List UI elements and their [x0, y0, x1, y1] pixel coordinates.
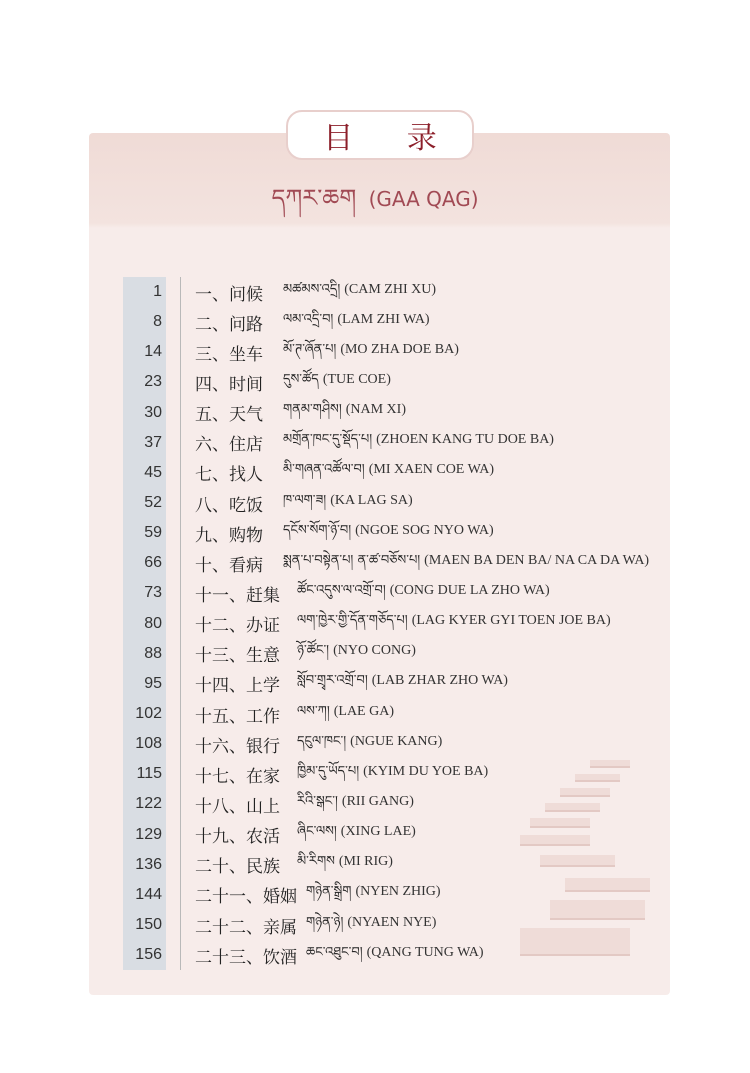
toc-chinese-title: 十二、办证 [195, 616, 280, 637]
toc-tibetan-title: གཉེན་སྒྲིག [306, 884, 352, 900]
toc-tibetan-title: མི་རིགས [297, 854, 335, 870]
toc-page-number: 129 [135, 825, 162, 843]
toc-chinese-title: 八、吃饭 [195, 495, 263, 516]
toc-row[interactable] [123, 307, 663, 337]
toc-chinese-title: 六、住店 [195, 435, 263, 456]
page-title [286, 110, 474, 160]
toc-chinese-title: 十五、工作 [195, 706, 280, 727]
toc-romanization: (LAE GA) [333, 703, 394, 719]
toc-row[interactable] [123, 277, 663, 307]
toc-romanization: (LAG KYER GYI TOEN JOE BA) [411, 613, 611, 629]
toc-row[interactable] [123, 367, 663, 397]
toc-chinese-title: 十六、银行 [195, 736, 280, 757]
toc-chinese-title: 十九、农活 [195, 827, 280, 848]
toc-page-number: 66 [144, 554, 162, 572]
toc-romanization: (NGOE SOG NYO WA) [355, 522, 494, 538]
toc-row[interactable] [123, 669, 663, 699]
toc-row[interactable] [123, 398, 663, 428]
toc-romanization: (MI RIG) [338, 854, 393, 870]
toc-row[interactable] [123, 428, 663, 458]
toc-romanization: (NGUE KANG) [350, 733, 443, 749]
toc-page-number: 30 [144, 403, 162, 421]
toc-page-number: 115 [136, 765, 162, 783]
toc-page-number: 73 [144, 584, 162, 602]
toc-page-number: 59 [144, 524, 162, 542]
toc-row[interactable] [123, 578, 663, 608]
toc-chinese-title: 五、天气 [195, 405, 263, 426]
toc-page-number: 23 [144, 373, 162, 391]
toc-tibetan-title: ཞིང་ལས། [297, 824, 337, 840]
toc-romanization: (KA LAG SA) [330, 492, 413, 508]
toc-tibetan-title: ལས་ཀ། [297, 703, 330, 719]
toc-tibetan-title: གཉེན་ཉེ། [306, 914, 344, 930]
toc-chinese-title: 二十二、亲属 [195, 917, 297, 938]
toc-row[interactable] [123, 639, 663, 669]
toc-page-number: 8 [153, 313, 162, 331]
toc-row[interactable] [123, 337, 663, 367]
toc-page-number: 88 [144, 644, 162, 662]
toc-romanization: (XING LAE) [340, 824, 416, 840]
toc-tibetan-title: ལག་ཁྱེར་གྱི་དོན་གཅོད་པ། [297, 613, 408, 629]
toc-chinese-title: 九、购物 [195, 525, 263, 546]
toc-tibetan-title: དངོས་སོག་ཉོ་བ། [283, 522, 352, 538]
toc-tibetan-title: ཆང་འཐུང་བ། [306, 944, 363, 960]
toc-tibetan-title: ཁྱིམ་དུ་ཡོད་པ། [297, 763, 360, 779]
toc-romanization: (LAM ZHI WA) [337, 311, 430, 327]
toc-romanization: (MO ZHA DOE BA) [340, 341, 459, 357]
toc-chinese-title: 二十三、饮酒 [195, 947, 297, 968]
toc-chinese-title: 二十一、婚姻 [195, 887, 297, 908]
toc-page-number: 156 [135, 946, 162, 964]
table-of-contents [123, 277, 663, 970]
toc-page-number: 95 [144, 674, 162, 692]
toc-tibetan-title: དངུལ་ཁང་། [297, 733, 347, 749]
toc-tibetan-title: མི་གཞན་འཚོལ་བ། [283, 462, 365, 478]
toc-chinese-title: 二十、民族 [195, 857, 280, 878]
toc-romanization: (QANG TUNG WA) [366, 944, 484, 960]
toc-row[interactable] [123, 820, 663, 850]
toc-tibetan-title: ཉོ་ཚོང་། [297, 643, 330, 659]
toc-romanization: (LAB ZHAR ZHO WA) [371, 673, 508, 689]
toc-romanization: (NAM XI) [345, 402, 406, 418]
toc-row[interactable] [123, 518, 663, 548]
toc-romanization: (MI XAEN COE WA) [368, 462, 495, 478]
toc-page-number: 80 [144, 614, 162, 632]
toc-tibetan-title: མོ་ཊ་ཞོན་པ། [283, 341, 337, 357]
toc-tibetan-entry [306, 937, 484, 974]
toc-tibetan-title: དུས་ཚོད [283, 371, 319, 387]
toc-row[interactable] [123, 880, 663, 910]
toc-page-number: 1 [153, 283, 162, 301]
toc-page-number: 122 [135, 795, 162, 813]
toc-tibetan-title: ཚོང་འདུས་ལ་འགྲོ་བ། [297, 582, 386, 598]
toc-tibetan-title: ལམ་འདྲི་བ། [283, 311, 334, 327]
toc-row[interactable] [123, 729, 663, 759]
toc-romanization: (NYO CONG) [333, 643, 416, 659]
toc-tibetan-title: ཁ་ལག་ཟ། [283, 492, 327, 508]
toc-romanization: (KYIM DU YOE BA) [363, 763, 489, 779]
toc-tibetan-title: མགྲོན་ཁང་དུ་སྡོད་པ། [283, 432, 373, 448]
page-subtitle [0, 172, 750, 239]
toc-page-number: 108 [135, 735, 162, 753]
page-title-text: 目 录 [323, 121, 459, 156]
toc-page-number: 144 [135, 885, 162, 903]
toc-chinese-title: 十八、山上 [195, 796, 280, 817]
toc-romanization: (NYAEN NYE) [347, 914, 437, 930]
toc-page-number: 150 [135, 916, 162, 934]
toc-row[interactable] [123, 609, 663, 639]
toc-romanization: (CAM ZHI XU) [344, 281, 436, 297]
toc-page-number: 37 [144, 433, 162, 451]
toc-chinese-title: 一、问候 [195, 284, 263, 305]
toc-tibetan-title: གནམ་གཤིས། [283, 402, 342, 418]
toc-row[interactable] [123, 699, 663, 729]
toc-chinese-title: 二、问路 [195, 314, 263, 335]
toc-row[interactable] [123, 940, 663, 970]
toc-romanization: (RII GANG) [341, 793, 414, 809]
toc-tibetan-title: རིའི་སྒང་། [297, 793, 338, 809]
toc-romanization: (ZHOEN KANG TU DOE BA) [376, 432, 554, 448]
toc-chinese-title: 十三、生意 [195, 646, 280, 667]
toc-romanization: (CONG DUE LA ZHO WA) [389, 582, 550, 598]
toc-page-number: 136 [135, 855, 162, 873]
subtitle-roman: (GAA QAG) [368, 187, 479, 211]
toc-chinese-title: 四、时间 [195, 374, 263, 395]
toc-row[interactable] [123, 789, 663, 819]
toc-tibetan-title: སྨན་པ་བསྟེན་པ། ན་ཚ་བཅོས་པ། [283, 552, 421, 568]
toc-romanization: (MAEN BA DEN BA/ NA CA DA WA) [424, 552, 650, 568]
toc-chinese-title: 十七、在家 [195, 766, 280, 787]
toc-romanization: (NYEN ZHIG) [355, 884, 441, 900]
toc-tibetan-title: མཚམས་འདྲི། [283, 281, 341, 297]
toc-chinese-title: 七、找人 [195, 465, 263, 486]
toc-chinese-title: 十、看病 [195, 555, 263, 576]
toc-romanization: (TUE COE) [322, 371, 391, 387]
toc-tibetan-title: སློབ་གྲྭར་འགྲོ་བ། [297, 673, 368, 689]
toc-row[interactable] [123, 488, 663, 518]
toc-row[interactable] [123, 910, 663, 940]
toc-chinese-title: 三、坐车 [195, 344, 263, 365]
toc-chinese-title: 十四、上学 [195, 676, 280, 697]
toc-row[interactable] [123, 548, 663, 578]
toc-chinese-title: 十一、赶集 [195, 585, 280, 606]
toc-row[interactable] [123, 458, 663, 488]
toc-page-number: 52 [144, 494, 162, 512]
toc-row[interactable] [123, 850, 663, 880]
subtitle-tibetan: དཀར་ཆག [271, 184, 357, 212]
toc-page-number: 14 [144, 343, 162, 361]
toc-page-number: 102 [135, 705, 162, 723]
toc-page-number: 45 [144, 463, 162, 481]
toc-row[interactable] [123, 759, 663, 789]
